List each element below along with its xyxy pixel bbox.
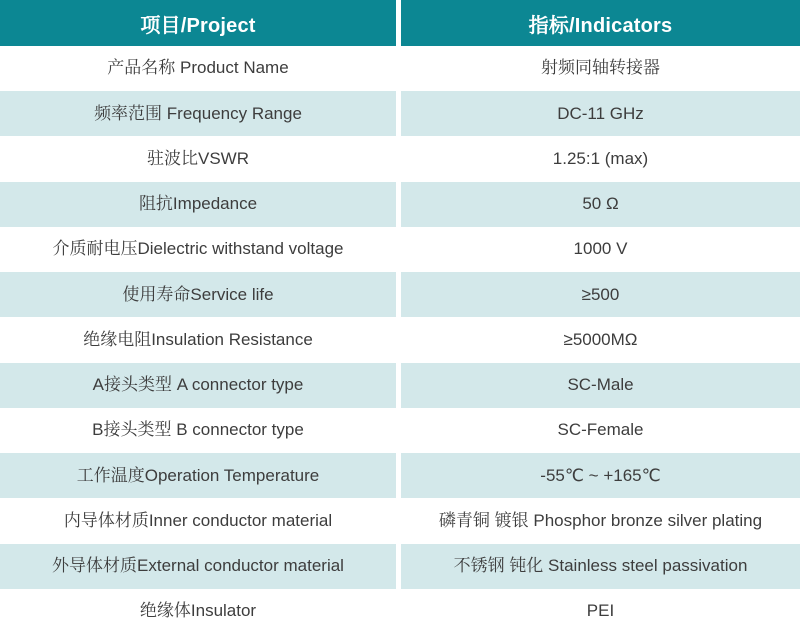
table-row xyxy=(0,272,800,317)
project-cell: 使用寿命Service life xyxy=(0,272,396,317)
project-cell: 绝缘体Insulator xyxy=(0,589,396,634)
project-cell: 驻波比VSWR xyxy=(0,136,396,181)
table-row xyxy=(0,317,800,362)
indicator-cell: SC-Male xyxy=(401,363,800,408)
project-cell: 阻抗Impedance xyxy=(0,182,396,227)
table-row xyxy=(0,544,800,589)
indicator-cell: 磷青铜 镀银 Phosphor bronze silver plating xyxy=(401,498,800,543)
table-row xyxy=(0,408,800,453)
header-cell-project: 项目/Project xyxy=(0,0,396,46)
project-cell: 产品名称 Product Name xyxy=(0,46,396,91)
table-row xyxy=(0,182,800,227)
project-cell: B接头类型 B connector type xyxy=(0,408,396,453)
indicator-cell: -55℃ ~ +165℃ xyxy=(401,453,800,498)
indicator-cell: 1000 V xyxy=(401,227,800,272)
indicator-cell: ≥500 xyxy=(401,272,800,317)
indicator-cell: 不锈钢 钝化 Stainless steel passivation xyxy=(401,544,800,589)
table-header xyxy=(0,0,800,46)
project-cell: 频率范围 Frequency Range xyxy=(0,91,396,136)
table-row xyxy=(0,589,800,634)
indicator-cell: PEI xyxy=(401,589,800,634)
indicator-cell: DC-11 GHz xyxy=(401,91,800,136)
table-row xyxy=(0,136,800,181)
table-row xyxy=(0,227,800,272)
table-body xyxy=(0,46,800,634)
indicator-cell: 1.25:1 (max) xyxy=(401,136,800,181)
project-cell: 工作温度Operation Temperature xyxy=(0,453,396,498)
table-row xyxy=(0,453,800,498)
indicator-cell: 射频同轴转接器 xyxy=(401,46,800,91)
project-cell: 外导体材质External conductor material xyxy=(0,544,396,589)
indicator-cell: SC-Female xyxy=(401,408,800,453)
table-row xyxy=(0,46,800,91)
project-cell: 内导体材质Inner conductor material xyxy=(0,498,396,543)
indicator-cell: 50 Ω xyxy=(401,182,800,227)
table-row xyxy=(0,91,800,136)
header-cell-indicators: 指标/Indicators xyxy=(401,0,800,46)
project-cell: 介质耐电压Dielectric withstand voltage xyxy=(0,227,396,272)
table-row xyxy=(0,363,800,408)
table-row xyxy=(0,498,800,543)
project-cell: 绝缘电阻Insulation Resistance xyxy=(0,317,396,362)
indicator-cell: ≥5000MΩ xyxy=(401,317,800,362)
project-cell: A接头类型 A connector type xyxy=(0,363,396,408)
